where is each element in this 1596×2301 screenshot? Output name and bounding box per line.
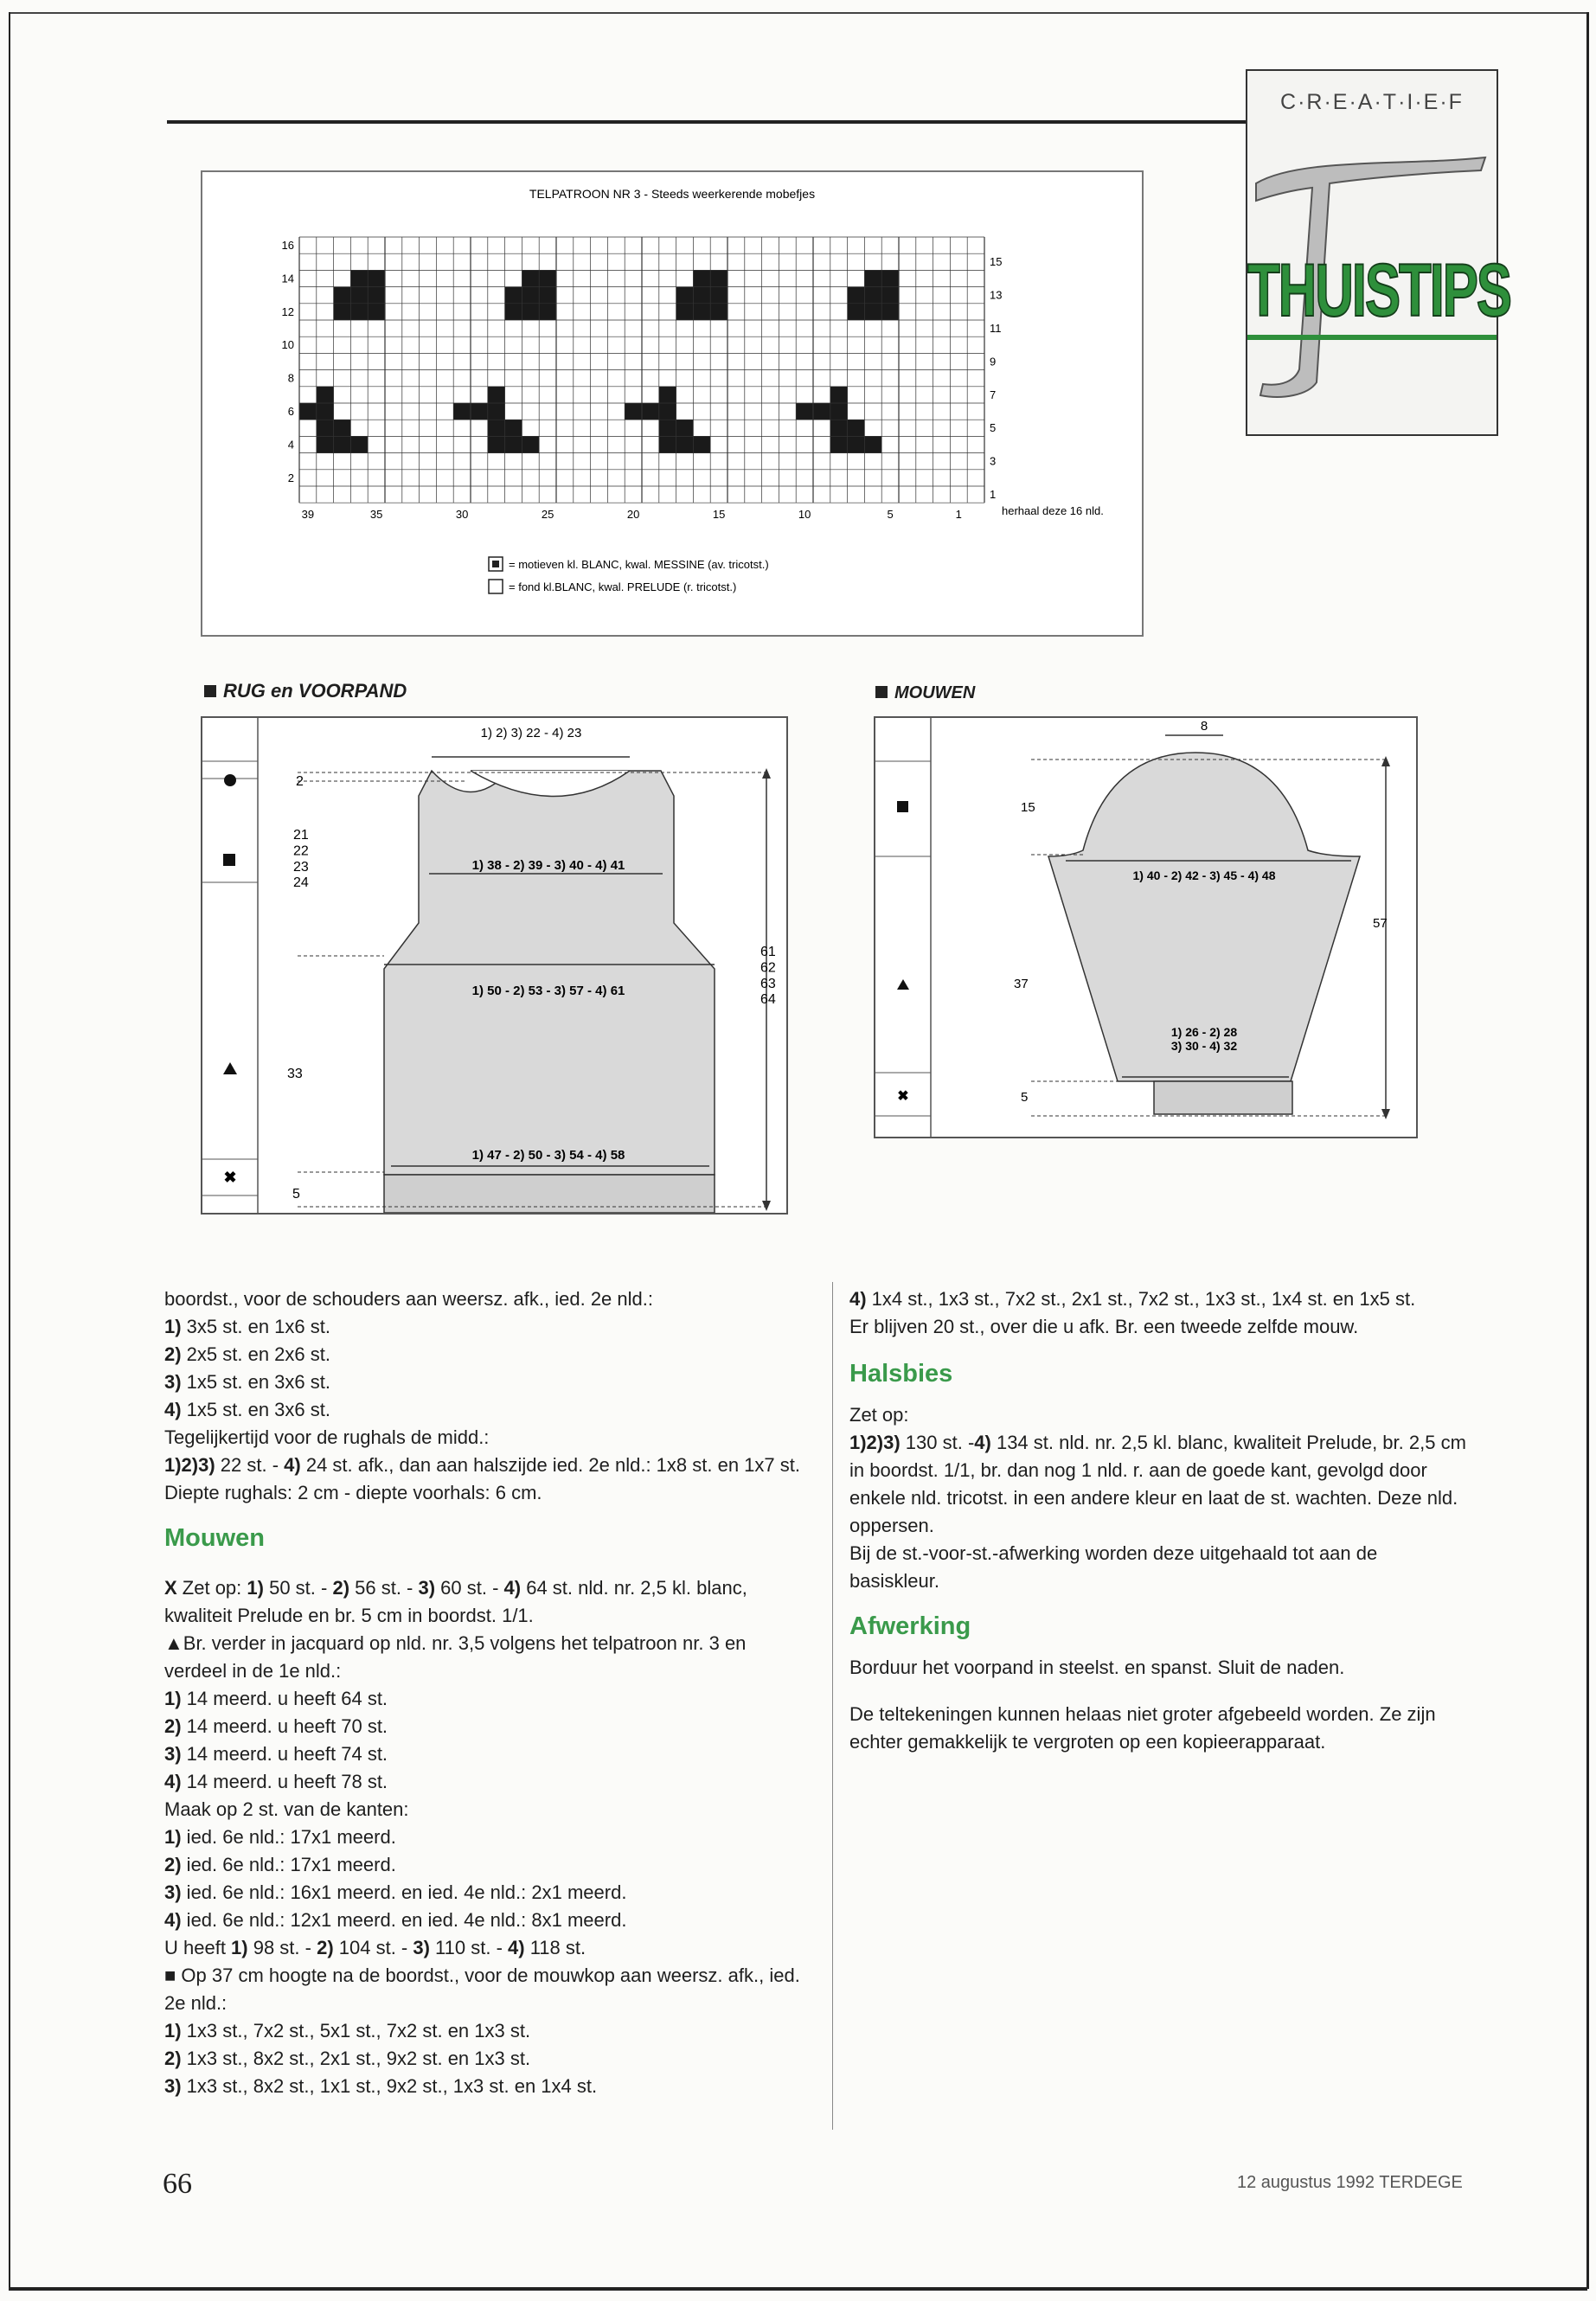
page-border-bottom [9,2287,1587,2291]
motif-cell [848,287,865,304]
rug-total-height: 61 62 63 64 [760,945,776,1008]
motif-cell [659,403,676,420]
motif-cell [830,403,848,420]
motif-cell [659,387,676,403]
left-row-label: 14 [281,272,294,285]
zet-op-text: X Zet op: 1) 50 st. - 2) 56 st. - 3) 60 st. - 4) 64 st. nld. nr. 2,5 kl. blanc, kwaliteit Prelude en br. 5 cm in boordst. 1/1. [164,1577,747,1626]
motif-cell [488,387,505,403]
motif-cell [317,436,334,452]
legend-motif-fill [492,561,499,567]
telpatroon-svg [202,172,1142,635]
cross-key-icon: ✖ [223,1169,237,1186]
motif-cell [522,436,539,452]
rug-neck-label: 2 [296,774,304,789]
grid-bottom-labels [302,508,962,521]
motif-cell [659,420,676,436]
motif-cell [881,270,899,286]
neck-text: 1)2)3) 22 st. - 4) 24 st. afk., dan aan halszijde ied. 2e nld.: 1x8 st. en 1x7 st. Diepte rughals: 2 cm - diepte voorhals: 6 cm. [164,1454,800,1503]
mouwen-body-height: 37 [1014,977,1029,991]
motif-cell [693,436,710,452]
intro-text: boordst., voor de schouders aan weersz. afk., ied. 2e nld.: [164,1288,653,1310]
blijven-text: Er blijven 20 st., over die u afk. Br. een tweede zelfde mouw. [849,1316,1359,1337]
motif-cell [813,403,830,420]
mouwen-rib-height: 5 [1021,1090,1029,1105]
meerd-line-3: 3) 14 meerd. u heeft 74 st. [164,1743,388,1765]
motif-cell [848,436,865,452]
motif-cell [830,436,848,452]
afwerking-text-2: De teltekeningen kunnen helaas niet groter afgebeeld worden. Ze zijn echter gemakkelijk te vergroten op een kopieerapparaat. [849,1703,1436,1753]
header-rule [167,120,1413,124]
motif-cell [522,270,539,286]
bottom-col-label: 30 [455,508,469,522]
right-row-label: 15 [990,255,1003,269]
motif-cell [830,387,848,403]
left-row-label: 2 [287,471,294,484]
maak-text: Maak op 2 st. van de kanten: [164,1798,409,1820]
motif-cell [505,304,522,320]
mouwen-diagram-heading: MOUWEN [875,683,975,703]
square-key-icon [897,801,908,812]
rug-shoulder-rows: 21 22 23 24 [293,828,309,891]
bottom-col-label: 25 [541,508,554,522]
motif-cell [693,287,710,304]
motif-cell [864,270,881,286]
rug-diagram-svg [202,718,786,1213]
motif-cell [505,287,522,304]
motif-cell [676,287,694,304]
left-row-label: 8 [287,371,294,385]
motif-cell [350,287,368,304]
page-border-right [1586,12,1589,2289]
motif-cell [488,436,505,452]
grid-right-labels [990,255,1002,501]
motif-cell [796,403,813,420]
motif-cell [350,270,368,286]
motif-cell [334,304,351,320]
right-row-label: 1 [990,488,997,501]
shoulder-line-1: 1) 3x5 st. en 1x6 st. [164,1316,330,1337]
motif-cell [368,287,385,304]
cross-key-icon: ✖ [897,1089,909,1104]
motif-cell [864,436,881,452]
kanten-line-3: 3) ied. 6e nld.: 16x1 meerd. en ied. 4e nld.: 2x1 meerd. [164,1881,627,1903]
motif-cell [317,403,334,420]
bottom-col-label: 10 [798,508,811,522]
motif-cell [676,420,694,436]
mouwen-cap-width: 1) 40 - 2) 42 - 3) 45 - 4) 48 [1132,868,1276,882]
brand-top-text: C·R·E·A·T·I·E·F [1280,90,1464,114]
right-row-label: 11 [990,322,1002,335]
bottom-col-label: 1 [955,508,962,522]
motif-cell [710,287,727,304]
motif-cell [710,270,727,286]
shoulder-line-3: 3) 1x5 st. en 3x6 st. [164,1371,330,1393]
op37-text: ■ Op 37 cm hoogte na de boordst., voor de mouwkop aan weersz. afk., ied. 2e nld.: [164,1965,800,2014]
footer-date: 12 augustus 1992 TERDEGE [1237,2173,1463,2192]
rug-rib-height: 5 [292,1187,300,1202]
motif-cell [676,436,694,452]
mouwen-top-label: 8 [1200,719,1208,734]
motif-cell [625,403,642,420]
brand-main-text: THUISTIPS [1247,249,1510,332]
motif-cell [848,304,865,320]
right-row-label: 9 [990,355,997,369]
motif-cell [334,287,351,304]
page-border-left [9,12,10,2289]
motif-cell [864,287,881,304]
mouwen-cap-height: 15 [1021,800,1035,815]
motif-cell [693,304,710,320]
legend-motif-text: = motieven kl. BLANC, kwal. MESSINE (av. tricotst.) [509,558,769,571]
motif-cell [693,270,710,286]
motif-cell [522,287,539,304]
motif-cell [848,420,865,436]
telpatroon-title: TELPATROON NR 3 - Steeds weerkerende mobefjes [529,187,816,201]
motif-cell [505,436,522,452]
halsbies-heading: Halsbies [849,1360,953,1388]
right-row-label: 7 [990,388,997,401]
motif-cell [539,287,556,304]
kop-line-2: 2) 1x3 st., 8x2 st., 2x1 st., 9x2 st. en 1x3 st. [164,2048,531,2069]
zetop-text: Zet op: [849,1404,909,1426]
legend-fond-swatch [489,580,503,593]
rug-top-label: 1) 2) 3) 22 - 4) 23 [480,726,582,740]
mouwen-diagram-svg [875,718,1416,1137]
motif-cell [453,403,471,420]
rug-heading: RUG en VOORPAND [204,680,407,702]
motif-cell [350,304,368,320]
kop4-text: 4) 1x4 st., 1x3 st., 7x2 st., 2x1 st., 7x2 st., 1x3 st., 1x4 st. en 1x5 st. [849,1288,1416,1310]
sleeve-cuff [1154,1081,1292,1114]
halsbies-text-2: Bij de st.-voor-st.-afwerking worden deze uitgehaald tot aan de basiskleur. [849,1542,1378,1592]
left-row-label: 12 [281,304,294,318]
right-text-column [849,1285,1472,1756]
motif-cell [881,304,899,320]
bottom-col-label: 15 [712,508,726,522]
shoulder-line-2: 2) 2x5 st. en 2x6 st. [164,1343,330,1365]
triangle-key-icon [223,1062,237,1074]
motif-cell [471,403,488,420]
motif-cell [522,304,539,320]
square-key-icon [223,854,235,866]
mouwen-heading: Mouwen [164,1524,265,1552]
motif-cell [864,304,881,320]
motif-cell [350,436,368,452]
meerd-line-2: 2) 14 meerd. u heeft 70 st. [164,1715,388,1737]
motif-cell [488,420,505,436]
shoulder-line-4: 4) 1x5 st. en 3x6 st. [164,1399,330,1420]
grid-left-labels [282,239,294,484]
page-number: 66 [163,2168,192,2200]
rug-chest-width: 1) 50 - 2) 53 - 3) 57 - 4) 61 [471,984,625,998]
afwerking-text-1: Borduur het voorpand in steelst. en spanst. Sluit de naden. [849,1657,1345,1678]
motif-cell [334,420,351,436]
motif-cell [488,403,505,420]
motif-cell [539,270,556,286]
neck-intro: Tegelijkertijd voor de rughals de midd.: [164,1426,490,1448]
motif-cell [317,387,334,403]
motif-cell [368,304,385,320]
legend-fond-text: = fond kl.BLANC, kwal. PRELUDE (r. tricotst.) [509,580,737,593]
telpatroon-box [201,170,1144,637]
motif-cell [659,436,676,452]
jacquard-text: ▲Br. verder in jacquard op nld. nr. 3,5 volgens het telpatroon nr. 3 en verdeel in de 1e nld.: [164,1632,747,1682]
motif-cell [676,304,694,320]
triangle-key-icon [897,979,909,990]
heeft-text: U heeft 1) 98 st. - 2) 104 st. - 3) 110 st. - 4) 118 st. [164,1937,586,1958]
meerd-line-1: 1) 14 meerd. u heeft 64 st. [164,1688,388,1709]
circle-key-icon [224,774,236,786]
mouwen-cuff-width: 1) 26 - 2) 28 3) 30 - 4) 32 [1170,1025,1238,1054]
meerd-line-4: 4) 14 meerd. u heeft 78 st. [164,1771,388,1792]
right-row-label: 13 [990,288,1003,302]
left-row-label: 10 [281,338,294,352]
kop-line-3: 3) 1x3 st., 8x2 st., 1x1 st., 9x2 st., 1x3 st. en 1x4 st. [164,2075,598,2097]
motif-cell [539,304,556,320]
left-row-label: 16 [281,239,294,252]
motif-cell [334,436,351,452]
kop-line-1: 1) 1x3 st., 7x2 st., 5x1 st., 7x2 st. en 1x3 st. [164,2020,531,2041]
body-shape [384,771,715,1175]
mouwen-diagram-box [874,716,1418,1138]
motif-cell [317,420,334,436]
bottom-col-label: 5 [887,508,894,522]
rug-bottom-width: 1) 47 - 2) 50 - 3) 54 - 4) 58 [471,1148,625,1163]
thuistips-logo [1246,69,1510,436]
rug-body-height: 33 [287,1067,303,1081]
motif-cell [299,403,317,420]
mouwen-total-height: 57 [1373,916,1388,931]
logo-green-rule [1247,335,1497,340]
column-divider [832,1282,833,2130]
kanten-line-4: 4) ied. 6e nld.: 12x1 meerd. en ied. 4e nld.: 8x1 meerd. [164,1909,627,1931]
left-row-label: 4 [287,438,294,452]
left-row-label: 6 [287,405,294,418]
knitting-grid [299,237,984,503]
motif-cell [368,270,385,286]
page-border-top [9,12,1587,14]
repeat-note: herhaal deze 16 nld. [1002,504,1104,517]
motif-cell [505,420,522,436]
rug-shoulder-width: 1) 38 - 2) 39 - 3) 40 - 4) 41 [471,858,625,873]
bottom-col-label: 39 [301,508,315,522]
right-row-label: 3 [990,454,997,468]
bottom-col-label: 35 [369,508,383,522]
afwerking-heading: Afwerking [849,1612,971,1640]
motif-cell [642,403,659,420]
motif-cell [710,304,727,320]
left-text-column [164,1285,813,2100]
right-row-label: 5 [990,421,997,435]
halsbies-text: 1)2)3) 130 st. -4) 134 st. nld. nr. 2,5 kl. blanc, kwaliteit Prelude, br. 2,5 cm in boordst. 1/1, br. dan nog 1 nld. r. aan de goede kant, gevolgd door enkele nld. tricotst. in een andere kleur en laat de st. wachten. Deze nld. oppersen. [849,1432,1466,1536]
kanten-line-2: 2) ied. 6e nld.: 17x1 meerd. [164,1854,396,1875]
kanten-line-1: 1) ied. 6e nld.: 17x1 meerd. [164,1826,396,1848]
bottom-col-label: 20 [626,508,640,522]
motif-cell [881,287,899,304]
motif-cell [830,420,848,436]
rug-diagram-box [201,716,788,1215]
